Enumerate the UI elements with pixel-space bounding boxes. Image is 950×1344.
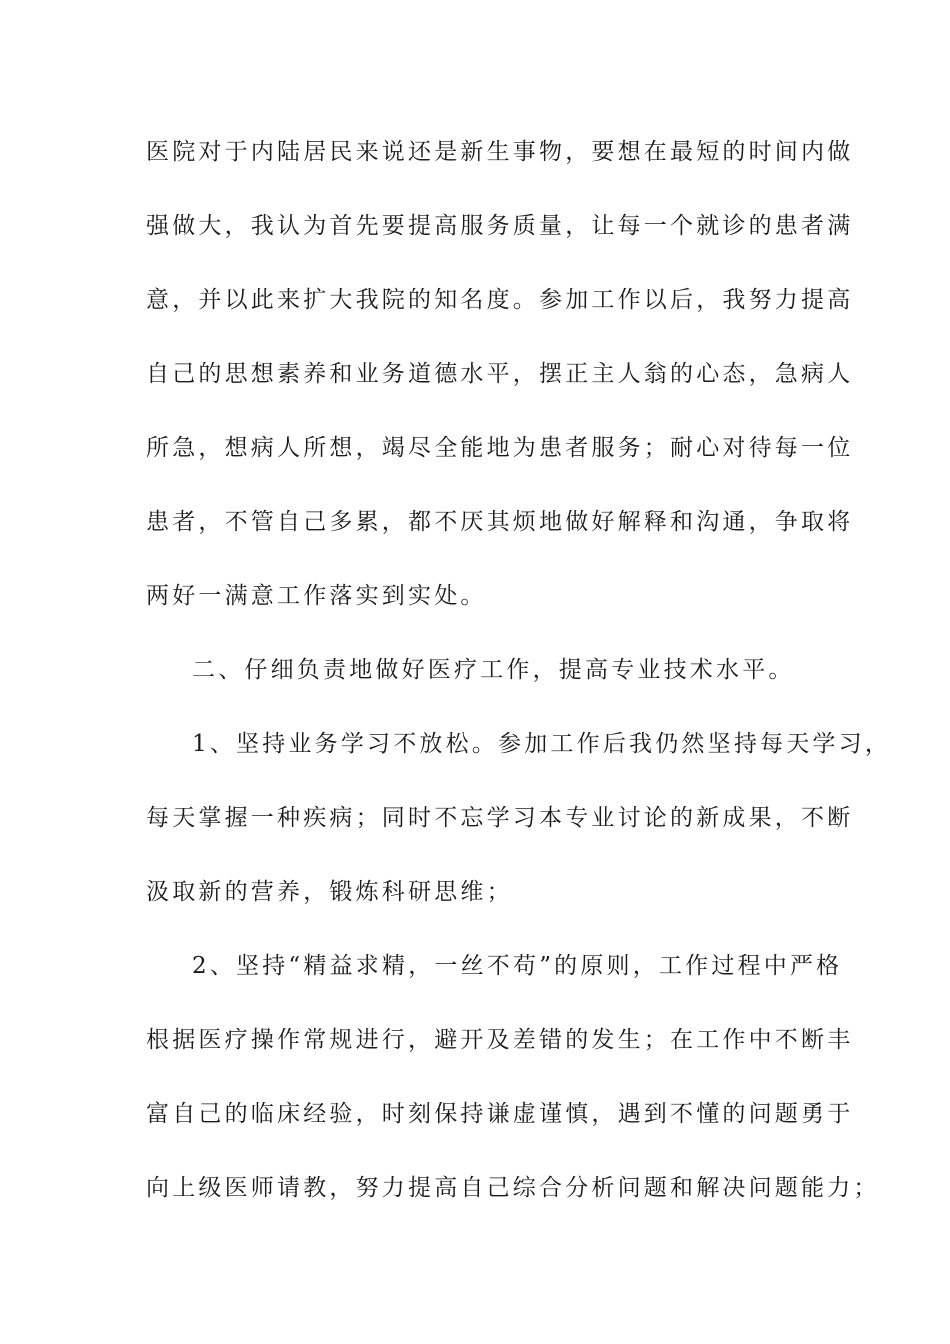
body-text-line: 汲取新的营养，锻炼科研思维； [146,879,513,905]
body-text-line: 两好一满意工作落实到实处。 [146,583,487,609]
body-text-line: 患者，不管自己多累，都不厌其烦地做好解释和沟通，争取将 [146,509,854,535]
body-text-line: 强做大，我认为首先要提高服务质量，让每一个就诊的患者满 [146,213,854,239]
body-text-line: 向上级医师请教，努力提高自己综合分析问题和解决问题能力； [146,1175,880,1201]
body-text-line: 自己的思想素养和业务道德水平，摆正主人翁的心态，急病人 [146,361,854,387]
body-text-line: 意，并以此来扩大我院的知名度。参加工作以后，我努力提高 [146,287,854,313]
section-heading: 二、仔细负责地做好医疗工作，提高专业技术水平。 [192,657,795,683]
body-text-line: 富自己的临床经验，时刻保持谦虚谨慎，遇到不懂的问题勇于 [146,1101,854,1127]
body-text-line: 根据医疗操作常规进行，避开及差错的发生；在工作中不断丰 [146,1027,854,1053]
list-item-1-line: 1、坚持业务学习不放松。参加工作后我仍然坚持每天学习， [192,731,892,757]
list-item-2-line: 2、坚持“精益求精，一丝不苟”的原则，工作过程中严格 [192,953,843,979]
body-text-line: 医院对于内陆居民来说还是新生事物，要想在最短的时间内做 [146,139,854,165]
body-text-line: 每天掌握一种疾病；同时不忘学习本专业讨论的新成果，不断 [146,805,854,831]
body-text-line: 所急，想病人所想，竭尽全能地为患者服务；耐心对待每一位 [146,435,854,461]
